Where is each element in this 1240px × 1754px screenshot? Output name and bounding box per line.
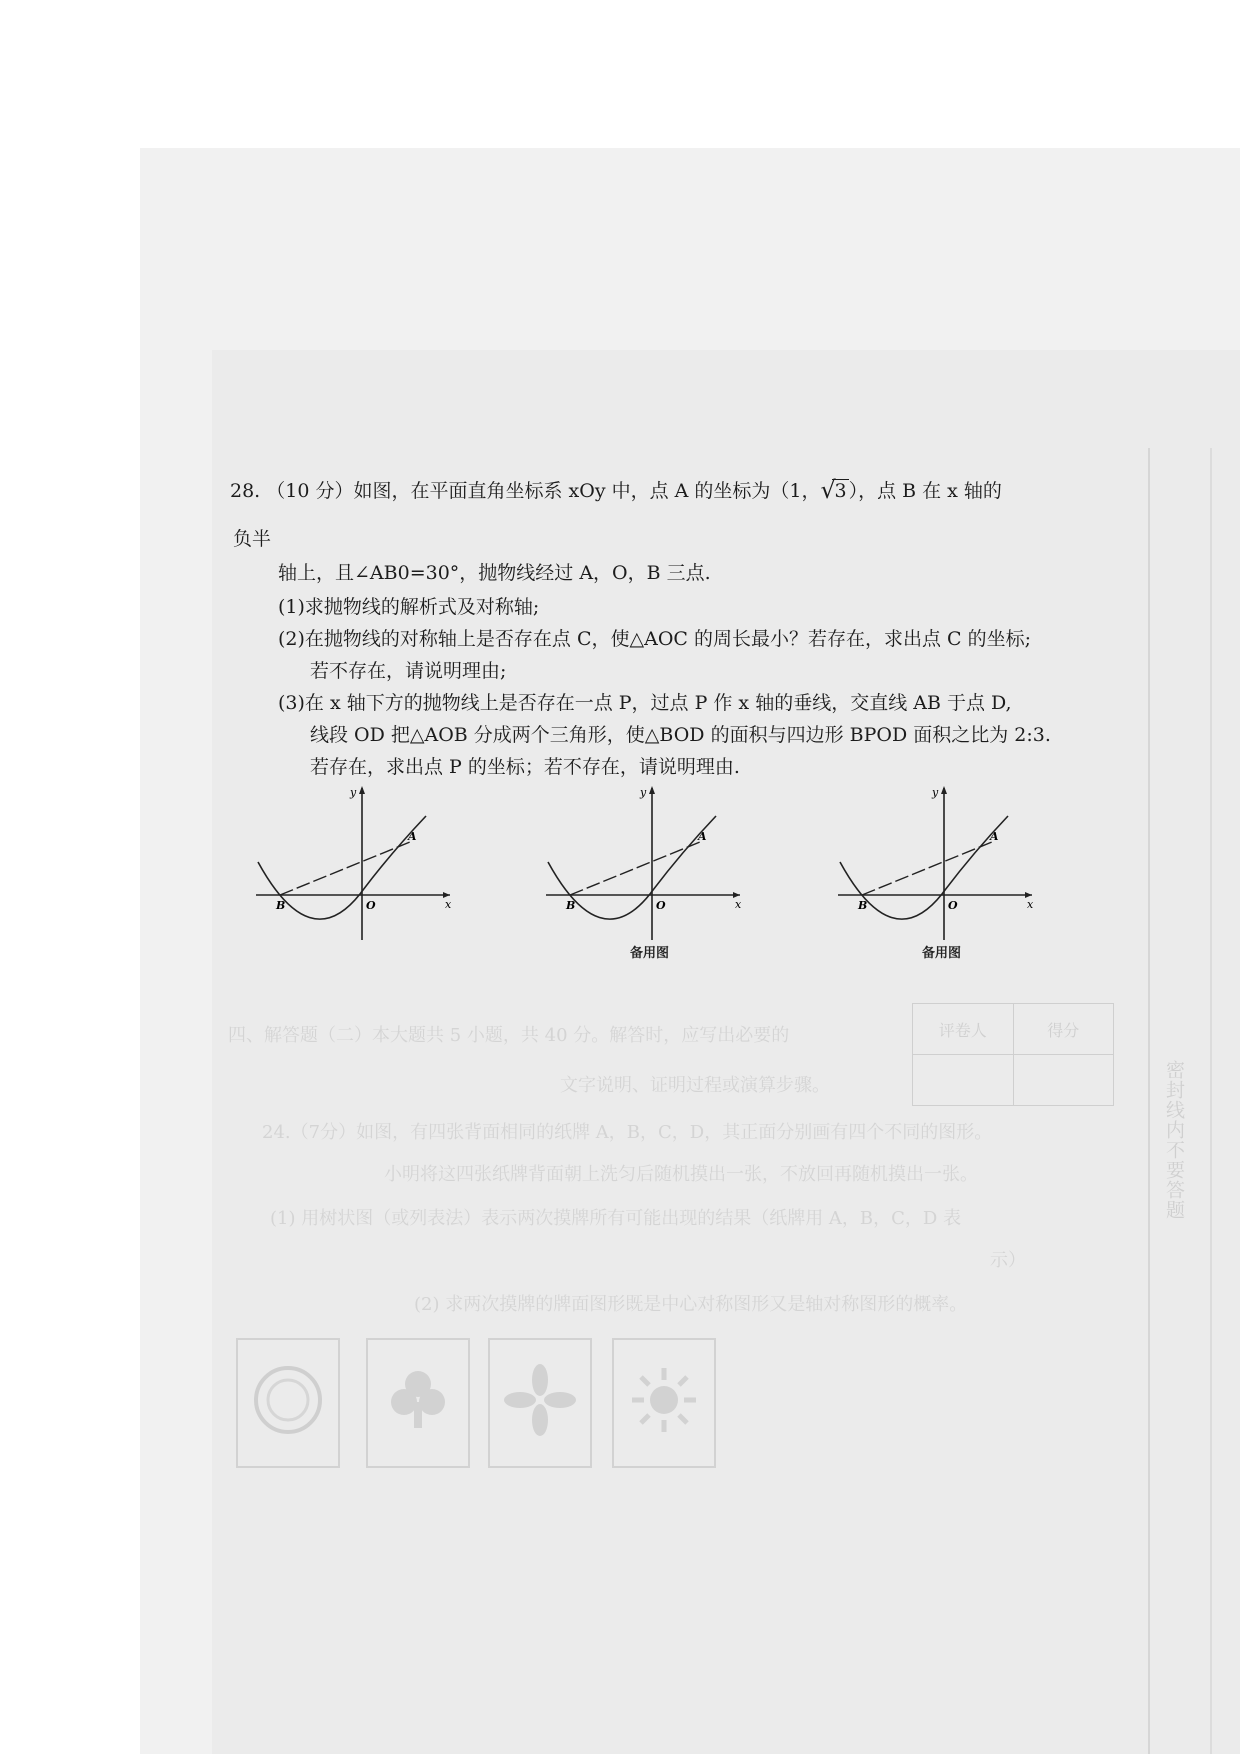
score-header-score: 得分 bbox=[1013, 1004, 1114, 1055]
label-b: B bbox=[858, 899, 868, 912]
line-ab bbox=[280, 842, 410, 895]
figure-spare-1 bbox=[540, 782, 750, 942]
label-x: x bbox=[1027, 898, 1034, 911]
label-x: x bbox=[735, 898, 742, 911]
score-cell-grader bbox=[913, 1055, 1014, 1106]
question-text-1a: 如图，在平面直角坐标系 xOy 中，点 A 的坐标为（1， bbox=[353, 480, 821, 502]
card-b bbox=[488, 1338, 592, 1468]
question-part-1: (1)求抛物线的解析式及对称轴; bbox=[278, 596, 540, 618]
label-y: y bbox=[640, 786, 647, 799]
ghost-section-title-2: 文字说明、证明过程或演算步骤。 bbox=[560, 1075, 830, 1096]
label-y: y bbox=[350, 786, 357, 799]
card-d bbox=[236, 1338, 340, 1468]
label-x: x bbox=[445, 898, 452, 911]
question-part-3a: (3)在 x 轴下方的抛物线上是否存在一点 P，过点 P 作 x 轴的垂线，交直线 AB 于点 D, bbox=[278, 692, 1012, 714]
label-y: y bbox=[932, 786, 939, 799]
label-a: A bbox=[408, 830, 417, 843]
figure-caption-1: 备用图 bbox=[630, 946, 670, 961]
card-c bbox=[366, 1338, 470, 1468]
ghost-section-title: 四、解答题（二）本大题共 5 小题，共 40 分。解答时，应写出必要的 bbox=[228, 1025, 790, 1046]
label-o: O bbox=[948, 899, 958, 912]
question-line-1 bbox=[230, 476, 1002, 503]
line-ab bbox=[862, 842, 992, 895]
question-line-2: 负半 bbox=[233, 528, 272, 550]
score-header-grader: 评卷人 bbox=[913, 1004, 1014, 1055]
figure-spare-2 bbox=[832, 782, 1042, 942]
question-points: （10 分） bbox=[266, 480, 354, 502]
ghost-q24-e: (2) 求两次摸牌的牌面图形既是中心对称图形又是轴对称图形的概率。 bbox=[414, 1294, 968, 1315]
label-b: B bbox=[276, 899, 286, 912]
sqrt-value: 3 bbox=[834, 480, 847, 502]
ring-star-icon bbox=[252, 1364, 324, 1436]
question-number: 28. bbox=[230, 480, 261, 502]
sun-icon bbox=[628, 1364, 700, 1436]
y-arrow-icon bbox=[649, 786, 655, 794]
sqrt-expression: √ 3 bbox=[820, 476, 847, 504]
question-part-2b: 若不存在，请说明理由; bbox=[310, 660, 507, 682]
figure-caption-2: 备用图 bbox=[922, 946, 962, 961]
line-ab bbox=[570, 842, 700, 895]
card-a bbox=[612, 1338, 716, 1468]
question-part-2a: (2)在抛物线的对称轴上是否存在点 C，使△AOC 的周长最小？若存在，求出点 C 的坐标; bbox=[278, 628, 1031, 650]
ghost-q24-a: 24.（7分）如图，有四张背面相同的纸牌 A，B，C，D，其正面分别画有四个不同的图形。 bbox=[262, 1122, 993, 1143]
label-o: O bbox=[366, 899, 376, 912]
score-cell-score bbox=[1013, 1055, 1114, 1106]
score-table bbox=[912, 1003, 1114, 1106]
question-part-3b: 线段 OD 把△AOB 分成两个三角形，使△BOD 的面积与四边形 BPOD 面积之比为 2:3. bbox=[310, 724, 1051, 746]
question-part-3c: 若存在，求出点 P 的坐标；若不存在，请说明理由. bbox=[310, 756, 740, 778]
ghost-q24-b: 小明将这四张纸牌背面朝上洗匀后随机摸出一张，不放回再随机摸出一张。 bbox=[384, 1164, 978, 1185]
side-seal-text: 密封线内不要答题 bbox=[1163, 1060, 1185, 1220]
label-b: B bbox=[566, 899, 576, 912]
question-line-3: 轴上，且∠AB0=30°，抛物线经过 A，O，B 三点. bbox=[278, 562, 711, 584]
question-text-1b: ），点 B 在 x 轴的 bbox=[848, 480, 1002, 502]
ghost-q24-d: 示） bbox=[990, 1250, 1026, 1271]
figure-main bbox=[250, 782, 460, 942]
four-petal-icon bbox=[504, 1364, 576, 1436]
y-arrow-icon bbox=[359, 786, 365, 794]
club-icon bbox=[382, 1364, 454, 1436]
label-o: O bbox=[656, 899, 666, 912]
label-a: A bbox=[990, 830, 999, 843]
label-a: A bbox=[698, 830, 707, 843]
ghost-q24-c: (1) 用树状图（或列表法）表示两次摸牌所有可能出现的结果（纸牌用 A，B，C，D 表 bbox=[270, 1208, 962, 1229]
y-arrow-icon bbox=[941, 786, 947, 794]
